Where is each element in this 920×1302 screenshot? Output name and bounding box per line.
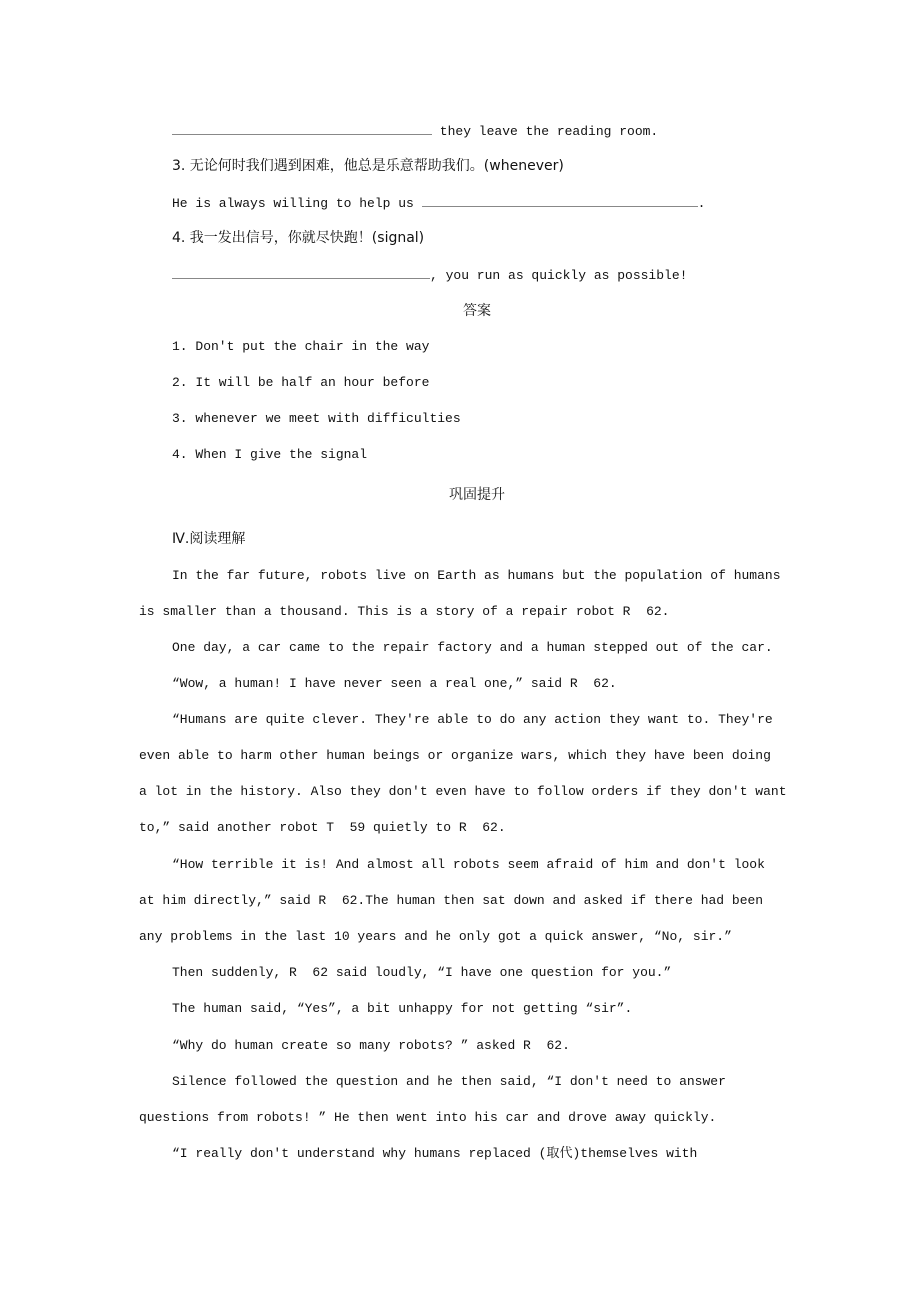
q4-line (172, 265, 687, 283)
passage-line: a lot in the history. Also they don't even have to follow orders if they don't want (139, 784, 787, 799)
passage-line: is smaller than a thousand. This is a story of a repair robot R 62. (139, 604, 670, 619)
passage-line: “How terrible it is! And almost all robots seem afraid of him and don't look (172, 857, 765, 872)
passage-line: The human said, “Yes”, a bit unhappy for not getting “sir”. (172, 1001, 633, 1016)
answer-item: 1. Don't put the chair in the way (172, 339, 430, 354)
passage-line: One day, a car came to the repair factory and a human stepped out of the car. (172, 640, 773, 655)
passage-line: to,” said another robot T 59 quietly to R 62. (139, 820, 506, 835)
answer-item: 4. When I give the signal (172, 447, 368, 462)
q4-prompt: 4. 我一发出信号，你就尽快跑！(signal) (172, 230, 425, 246)
q2-text: they leave the reading room. (432, 124, 659, 139)
passage-line: any problems in the last 10 years and he only got a quick answer, “No, sir.” (139, 929, 732, 944)
passage-line: at him directly,” said R 62.The human then sat down and asked if there had been (139, 893, 764, 908)
passage-line: “Why do human create so many robots? ” asked R 62. (172, 1038, 570, 1053)
answer-item: 3. whenever we meet with difficulties (172, 411, 461, 426)
passage-line: even able to harm other human beings or organize wars, which they have been doing (139, 748, 771, 763)
q3-prompt: 3. 无论何时我们遇到困难，他总是乐意帮助我们。(whenever) (172, 158, 564, 174)
q2-line (172, 121, 658, 139)
q3-text: He is always willing to help us (172, 196, 422, 211)
answers-heading: 答案 (463, 303, 491, 319)
answer-blank[interactable] (422, 193, 698, 207)
passage-line: Then suddenly, R 62 said loudly, “I have one question for you.” (172, 965, 672, 980)
q3-end: . (697, 196, 706, 211)
passage-line: questions from robots! ” He then went into his car and drove away quickly. (139, 1110, 717, 1125)
q3-line (172, 193, 705, 211)
answer-item: 2. It will be half an hour before (172, 375, 430, 390)
section-title: Ⅳ.阅读理解 (172, 531, 246, 547)
q4-text: , you run as quickly as possible! (430, 268, 688, 283)
passage-line: Silence followed the question and he then said, “I don't need to answer (172, 1074, 726, 1089)
passage-line: “Humans are quite clever. They're able to do any action they want to. They're (172, 712, 773, 727)
consolidation-heading: 巩固提升 (449, 487, 505, 503)
answer-blank[interactable] (172, 265, 430, 279)
passage-line: “I really don't understand why humans replaced (取代)themselves with (172, 1146, 698, 1161)
passage-line: “Wow, a human! I have never seen a real one,” said R 62. (172, 676, 617, 691)
passage-line: In the far future, robots live on Earth as humans but the population of humans (172, 568, 781, 583)
answer-blank[interactable] (172, 121, 432, 135)
